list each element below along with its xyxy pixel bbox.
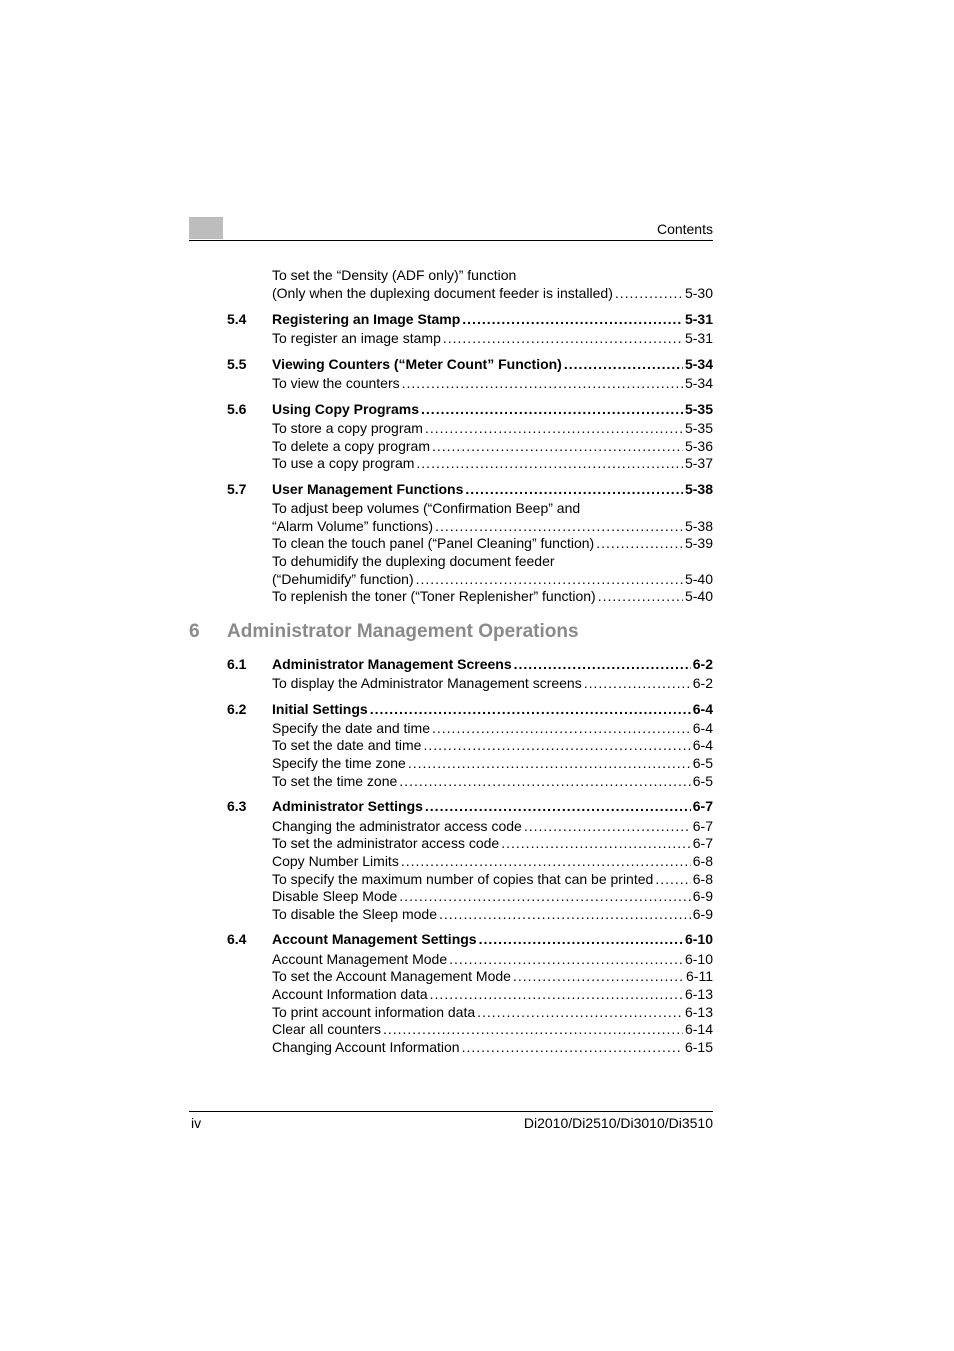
toc-section-page: 6-7 xyxy=(692,798,713,814)
section-number: 6.2 xyxy=(227,701,247,717)
leader-dots xyxy=(564,355,683,373)
leader-dots xyxy=(432,719,691,737)
toc-entry-page: 6-13 xyxy=(684,1004,713,1020)
toc-entry[interactable] xyxy=(272,754,713,772)
leader-dots xyxy=(584,674,691,692)
toc-entry[interactable] xyxy=(272,834,713,852)
toc-section-page: 6-2 xyxy=(692,656,713,672)
section-number: 5.5 xyxy=(227,356,247,372)
toc-entry-title: To replenish the toner (“Toner Replenisher” function) xyxy=(272,588,596,604)
leader-dots xyxy=(432,437,683,455)
toc-entry[interactable] xyxy=(272,950,713,968)
section-number: 6.1 xyxy=(227,656,247,672)
toc-section-page: 6-10 xyxy=(684,931,713,947)
toc-section-title: Account Management Settings xyxy=(272,931,477,947)
toc-section[interactable] xyxy=(272,310,713,328)
toc-entry[interactable] xyxy=(272,985,713,1003)
toc-section[interactable] xyxy=(272,930,713,948)
leader-dots xyxy=(399,887,690,905)
toc-entry-page: 5-40 xyxy=(684,571,713,587)
leader-dots xyxy=(477,1003,683,1021)
leader-dots xyxy=(501,834,691,852)
toc-entry[interactable] xyxy=(272,674,713,692)
leader-dots xyxy=(416,454,683,472)
toc-entry-title: To disable the Sleep mode xyxy=(272,906,437,922)
toc-entry-title: Account Management Mode xyxy=(272,951,448,967)
toc-entry[interactable] xyxy=(272,772,713,790)
header-title: Contents xyxy=(656,221,713,237)
footer-rule xyxy=(189,1111,713,1112)
toc-entry-title: (Only when the duplexing document feeder is installed) xyxy=(272,285,613,301)
toc-entry-page: 5-38 xyxy=(684,518,713,534)
section-number: 6.4 xyxy=(227,931,247,947)
toc-entry-title: (“Dehumidify” function) xyxy=(272,571,414,587)
toc-entry-page: 6-7 xyxy=(692,818,713,834)
toc-entry-title: To print account information data xyxy=(272,1004,476,1020)
toc-section[interactable] xyxy=(272,797,713,815)
toc-entry[interactable] xyxy=(272,1038,713,1056)
toc-entry-text: To dehumidify the duplexing document feeder xyxy=(272,553,555,569)
toc-entry[interactable] xyxy=(272,419,713,437)
toc-entry[interactable] xyxy=(272,870,713,888)
toc-section-title: Administrator Settings xyxy=(272,798,423,814)
toc-entry-page: 5-35 xyxy=(684,420,713,436)
toc-section-page: 5-31 xyxy=(684,311,713,327)
section-number: 5.4 xyxy=(227,311,247,327)
leader-dots xyxy=(401,852,691,870)
toc-section-page: 5-38 xyxy=(684,481,713,497)
toc-entry-title: To clean the touch panel (“Panel Cleaning” function) xyxy=(272,535,595,551)
toc-entry[interactable] xyxy=(272,736,713,754)
toc-entry-title: To specify the maximum number of copies that can be printed xyxy=(272,871,654,887)
chapter-heading[interactable] xyxy=(189,621,579,643)
toc-entry[interactable] xyxy=(272,719,713,737)
toc-entry-title: Disable Sleep Mode xyxy=(272,888,398,904)
toc-entry-title: To set the Account Management Mode xyxy=(272,968,511,984)
leader-dots xyxy=(449,950,683,968)
toc-entry-page: 5-36 xyxy=(684,438,713,454)
toc-entry[interactable] xyxy=(272,1020,713,1038)
toc-entry-title: To display the Administrator Management screens xyxy=(272,675,582,691)
toc-section-page: 6-4 xyxy=(692,701,713,717)
toc-entry[interactable] xyxy=(272,1003,713,1021)
toc-entry[interactable] xyxy=(272,437,713,455)
toc-entry-title: Changing Account Information xyxy=(272,1039,460,1055)
toc-section-page: 5-35 xyxy=(684,401,713,417)
toc-entry-title: To delete a copy program xyxy=(272,438,430,454)
toc-entry-title: To set the date and time xyxy=(272,737,422,753)
leader-dots xyxy=(408,754,691,772)
leader-dots xyxy=(513,967,684,985)
toc-entry-title: To view the counters xyxy=(272,375,400,391)
leader-dots xyxy=(615,284,683,302)
leader-dots xyxy=(479,930,683,948)
toc-entry-page: 6-4 xyxy=(692,720,713,736)
toc-entry[interactable] xyxy=(272,454,713,472)
toc-entry-title: Copy Number Limits xyxy=(272,853,399,869)
toc-entry-title: To store a copy program xyxy=(272,420,423,436)
leader-dots xyxy=(416,570,683,588)
toc-entry-title: Account Information data xyxy=(272,986,428,1002)
toc-entry-page: 6-5 xyxy=(692,755,713,771)
leader-dots xyxy=(370,700,691,718)
toc-section[interactable] xyxy=(272,655,713,673)
toc-section[interactable] xyxy=(272,355,713,373)
footer-page-number: iv xyxy=(191,1115,202,1131)
leader-dots xyxy=(402,374,683,392)
toc-section-title: User Management Functions xyxy=(272,481,464,497)
toc-entry-title: “Alarm Volume” functions) xyxy=(272,518,434,534)
section-number: 6.3 xyxy=(227,798,247,814)
toc-section[interactable] xyxy=(272,400,713,418)
toc-entry-page: 6-4 xyxy=(692,737,713,753)
toc-entry-title: Changing the administrator access code xyxy=(272,818,522,834)
toc-entry[interactable] xyxy=(272,570,713,588)
leader-dots xyxy=(430,985,683,1003)
leader-dots xyxy=(421,400,683,418)
toc-entry-title: To use a copy program xyxy=(272,455,415,471)
leader-dots xyxy=(383,1020,683,1038)
toc-entry-page: 6-9 xyxy=(692,906,713,922)
toc-section[interactable] xyxy=(272,700,713,718)
toc-entry-page: 6-8 xyxy=(692,871,713,887)
toc-section-page: 5-34 xyxy=(684,356,713,372)
toc-section[interactable] xyxy=(272,480,713,498)
header-rule xyxy=(189,240,713,241)
toc-section-title: Using Copy Programs xyxy=(272,401,420,417)
leader-dots xyxy=(596,534,683,552)
toc-entry[interactable] xyxy=(272,284,713,302)
leader-dots xyxy=(655,870,690,888)
toc-entry-page: 5-34 xyxy=(684,375,713,391)
leader-dots xyxy=(425,797,691,815)
toc-section-title: Registering an Image Stamp xyxy=(272,311,461,327)
leader-dots xyxy=(425,419,683,437)
toc-entry[interactable] xyxy=(272,534,713,552)
toc-entry-title: Clear all counters xyxy=(272,1021,381,1037)
toc-entry-title: Specify the time zone xyxy=(272,755,406,771)
toc-entry[interactable] xyxy=(272,852,713,870)
toc-section-title: Viewing Counters (“Meter Count” Function) xyxy=(272,356,562,372)
toc-entry[interactable] xyxy=(272,329,713,347)
toc-entry[interactable] xyxy=(272,905,713,923)
toc-entry-page: 6-8 xyxy=(692,853,713,869)
leader-dots xyxy=(435,517,683,535)
toc-entry-title: Specify the date and time xyxy=(272,720,430,736)
toc-entry[interactable] xyxy=(272,817,713,835)
leader-dots xyxy=(462,310,683,328)
section-number: 5.6 xyxy=(227,401,247,417)
toc-entry[interactable] xyxy=(272,967,713,985)
leader-dots xyxy=(462,1038,683,1056)
toc-entry-page: 5-40 xyxy=(684,588,713,604)
toc-entry-page: 6-2 xyxy=(692,675,713,691)
leader-dots xyxy=(514,655,691,673)
toc-entry-text: To adjust beep volumes (“Confirmation Beep” and xyxy=(272,500,581,516)
toc-entry-page: 6-15 xyxy=(684,1039,713,1055)
toc-entry-page: 5-39 xyxy=(684,535,713,551)
leader-dots xyxy=(465,480,683,498)
toc-section-title: Initial Settings xyxy=(272,701,368,717)
toc-entry-page: 6-5 xyxy=(692,773,713,789)
toc-entry-title: To set the time zone xyxy=(272,773,398,789)
toc-entry-page: 5-37 xyxy=(684,455,713,471)
toc-entry[interactable] xyxy=(272,517,713,535)
toc-entry-page: 6-7 xyxy=(692,835,713,851)
toc-entry-page: 5-30 xyxy=(684,285,713,301)
toc-entry-text: To set the “Density (ADF only)” function xyxy=(272,267,517,283)
toc-entry-page: 5-31 xyxy=(684,330,713,346)
leader-dots xyxy=(423,736,690,754)
toc-entry[interactable] xyxy=(272,887,713,905)
chapter-number: 6 xyxy=(189,621,200,642)
leader-dots xyxy=(598,587,683,605)
toc-entry-title: To set the administrator access code xyxy=(272,835,500,851)
leader-dots xyxy=(524,817,691,835)
chapter-title: Administrator Management Operations xyxy=(227,621,579,642)
toc-entry-page: 6-9 xyxy=(692,888,713,904)
toc-entry-page: 6-13 xyxy=(684,986,713,1002)
leader-dots xyxy=(439,905,691,923)
toc-entry[interactable] xyxy=(272,587,713,605)
toc-entry-page: 6-14 xyxy=(684,1021,713,1037)
leader-dots xyxy=(399,772,690,790)
footer-model: Di2010/Di2510/Di3010/Di3510 xyxy=(523,1115,713,1131)
leader-dots xyxy=(443,329,683,347)
toc-entry-page: 6-11 xyxy=(686,968,713,984)
toc-entry-page: 6-10 xyxy=(684,951,713,967)
toc-section-title: Administrator Management Screens xyxy=(272,656,512,672)
toc-entry-title: To register an image stamp xyxy=(272,330,441,346)
header-gray-block xyxy=(189,217,223,239)
toc-entry[interactable] xyxy=(272,374,713,392)
section-number: 5.7 xyxy=(227,481,247,497)
